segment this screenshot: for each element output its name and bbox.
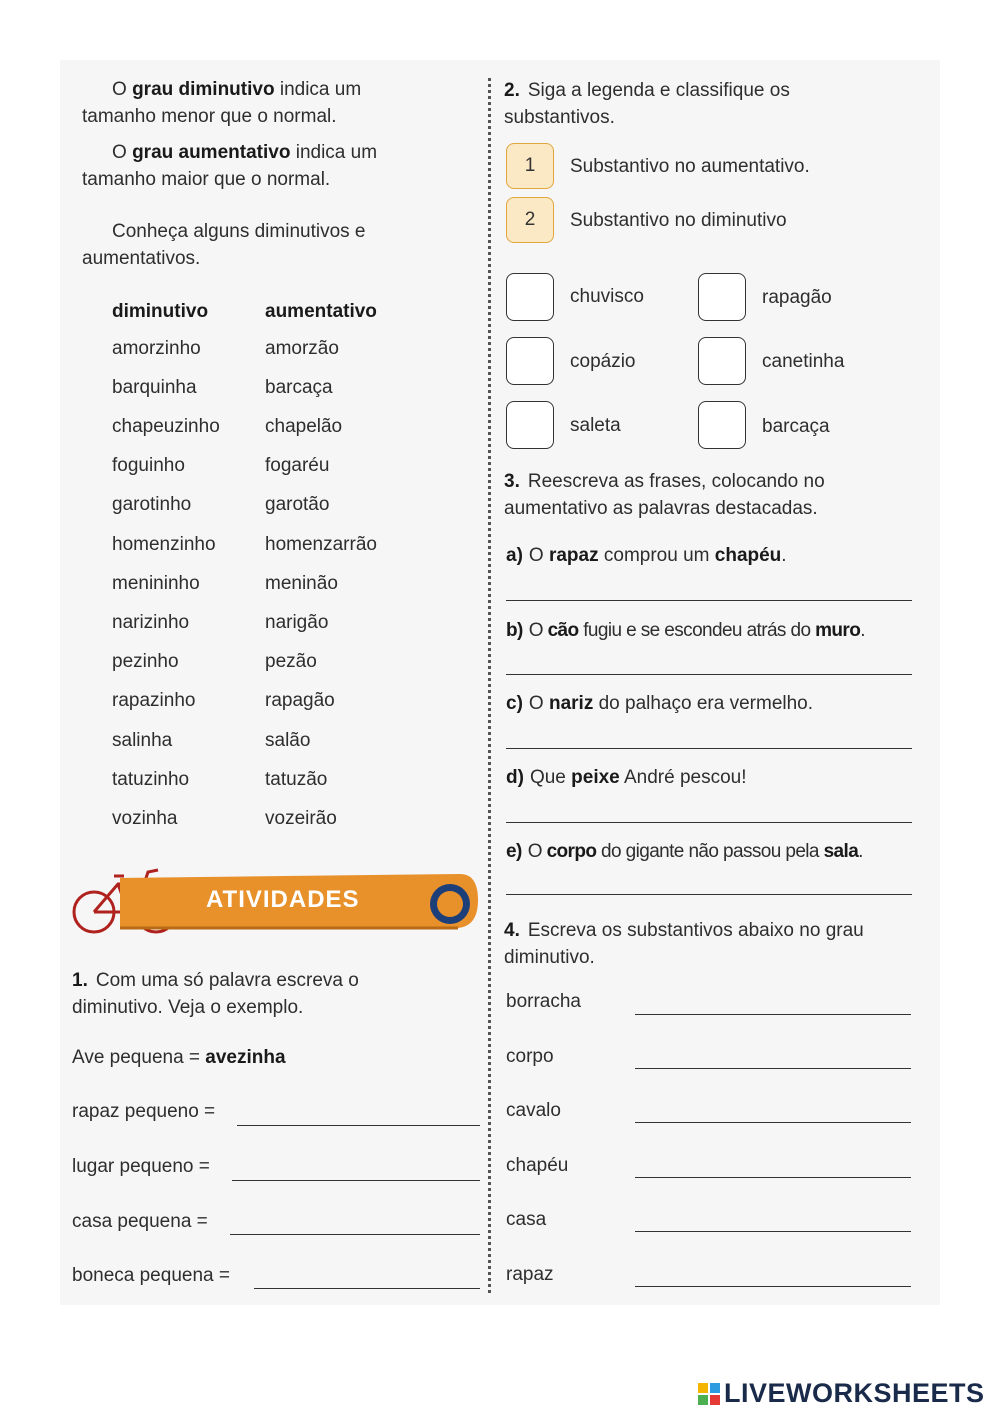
q3-sentence-e: e) O corpo do gigante não passou pela sala. — [506, 841, 863, 862]
q1-item-label: casa pequena = — [72, 1211, 208, 1232]
q1-instruction: 1. Com uma só palavra escreva o diminutivo. Veja o exemplo. — [72, 970, 359, 1018]
table-cell: foguinho — [112, 455, 185, 476]
table-header-augmentative: aumentativo — [265, 301, 377, 322]
q4-word: cavalo — [506, 1100, 561, 1121]
table-cell: narigão — [265, 612, 329, 633]
logo-grid-icon — [698, 1383, 720, 1405]
q4-word: chapéu — [506, 1155, 569, 1176]
q3-sentence-c: c) O nariz do palhaço era vermelho. — [506, 693, 814, 714]
q1-answer-line[interactable] — [232, 1180, 480, 1181]
q1-answer-line[interactable] — [254, 1288, 480, 1289]
q1-example: Ave pequena = avezinha — [72, 1047, 286, 1068]
table-cell: homenzinho — [112, 534, 216, 555]
table-cell: salão — [265, 730, 311, 751]
table-cell: amorzinho — [112, 338, 201, 359]
q2-word: copázio — [570, 351, 636, 372]
legend-text-2: Substantivo no diminutivo — [570, 210, 787, 231]
column-divider — [488, 78, 491, 1293]
q4-answer-line[interactable] — [635, 1177, 911, 1178]
q2-word: rapagão — [762, 287, 832, 308]
activities-banner-label: ATIVIDADES — [206, 886, 360, 913]
q3-answer-line[interactable] — [506, 600, 912, 601]
q2-answer-box[interactable] — [698, 273, 746, 321]
table-cell: rapagão — [265, 690, 335, 711]
q3-answer-line[interactable] — [506, 748, 912, 749]
legend-key-2: 2 — [506, 197, 554, 243]
table-cell: chapeuzinho — [112, 416, 220, 437]
q3-instruction: 3. Reescreva as frases, colocando no aumentativo as palavras destacadas. — [504, 471, 825, 519]
table-cell: tatuzão — [265, 769, 328, 790]
q2-word: barcaça — [762, 416, 830, 437]
q2-word: chuvisco — [570, 286, 644, 307]
table-cell: garotinho — [112, 494, 192, 515]
intro-diminutive: O grau diminutivo indica um tamanho menor que o normal. — [82, 79, 362, 127]
q3-sentence-a: a) O rapaz comprou um chapéu. — [506, 545, 787, 566]
table-cell: amorzão — [265, 338, 339, 359]
q4-answer-line[interactable] — [635, 1286, 911, 1287]
q3-answer-line[interactable] — [506, 894, 912, 895]
table-cell: vozeirão — [265, 808, 337, 829]
intro-know-some: Conheça alguns diminutivos e aumentativos. — [82, 221, 366, 269]
q2-answer-box[interactable] — [506, 273, 554, 321]
q2-answer-box[interactable] — [698, 337, 746, 385]
q4-answer-line[interactable] — [635, 1231, 911, 1232]
table-cell: salinha — [112, 730, 173, 751]
q3-sentence-b: b) O cão fugiu e se escondeu atrás do muro. — [506, 620, 865, 641]
q1-item-label: boneca pequena = — [72, 1265, 230, 1286]
q1-item-label: lugar pequeno = — [72, 1156, 210, 1177]
table-cell: pezinho — [112, 651, 179, 672]
table-cell: barcaça — [265, 377, 333, 398]
intro-augmentative: O grau aumentativo indica um tamanho maior que o normal. — [82, 142, 378, 190]
table-cell: barquinha — [112, 377, 197, 398]
legend-key-1: 1 — [506, 143, 554, 189]
table-cell: vozinha — [112, 808, 178, 829]
table-header-diminutive: diminutivo — [112, 301, 209, 322]
q4-word: rapaz — [506, 1264, 554, 1285]
table-cell: homenzarrão — [265, 534, 377, 555]
table-cell: meninão — [265, 573, 338, 594]
table-cell: rapazinho — [112, 690, 196, 711]
q4-instruction: 4. Escreva os substantivos abaixo no grau diminutivo. — [504, 920, 864, 968]
table-cell: fogaréu — [265, 455, 330, 476]
q3-sentence-d: d) Que peixe André pescou! — [506, 767, 747, 788]
q3-answer-line[interactable] — [506, 674, 912, 675]
legend-text-1: Substantivo no aumentativo. — [570, 156, 810, 177]
q1-item-label: rapaz pequeno = — [72, 1101, 216, 1122]
q4-word: borracha — [506, 991, 581, 1012]
q4-word: corpo — [506, 1046, 554, 1067]
table-cell: tatuzinho — [112, 769, 190, 790]
q2-word: saleta — [570, 415, 621, 436]
q3-answer-line[interactable] — [506, 822, 912, 823]
q4-answer-line[interactable] — [635, 1122, 911, 1123]
q4-answer-line[interactable] — [635, 1014, 911, 1015]
logo-text: LIVEWORKSHEETS — [724, 1378, 985, 1408]
liveworksheets-logo — [698, 1378, 985, 1409]
q1-answer-line[interactable] — [237, 1125, 480, 1126]
q4-answer-line[interactable] — [635, 1068, 911, 1069]
q1-answer-line[interactable] — [230, 1234, 480, 1235]
table-cell: garotão — [265, 494, 330, 515]
q2-answer-box[interactable] — [506, 337, 554, 385]
table-cell: chapelão — [265, 416, 343, 437]
q2-word: canetinha — [762, 351, 845, 372]
table-cell: menininho — [112, 573, 200, 594]
q2-instruction: 2. Siga a legenda e classifique os substantivos. — [504, 80, 790, 128]
q4-word: casa — [506, 1209, 547, 1230]
q2-answer-box[interactable] — [506, 401, 554, 449]
q2-answer-box[interactable] — [698, 401, 746, 449]
table-cell: narizinho — [112, 612, 190, 633]
table-cell: pezão — [265, 651, 317, 672]
